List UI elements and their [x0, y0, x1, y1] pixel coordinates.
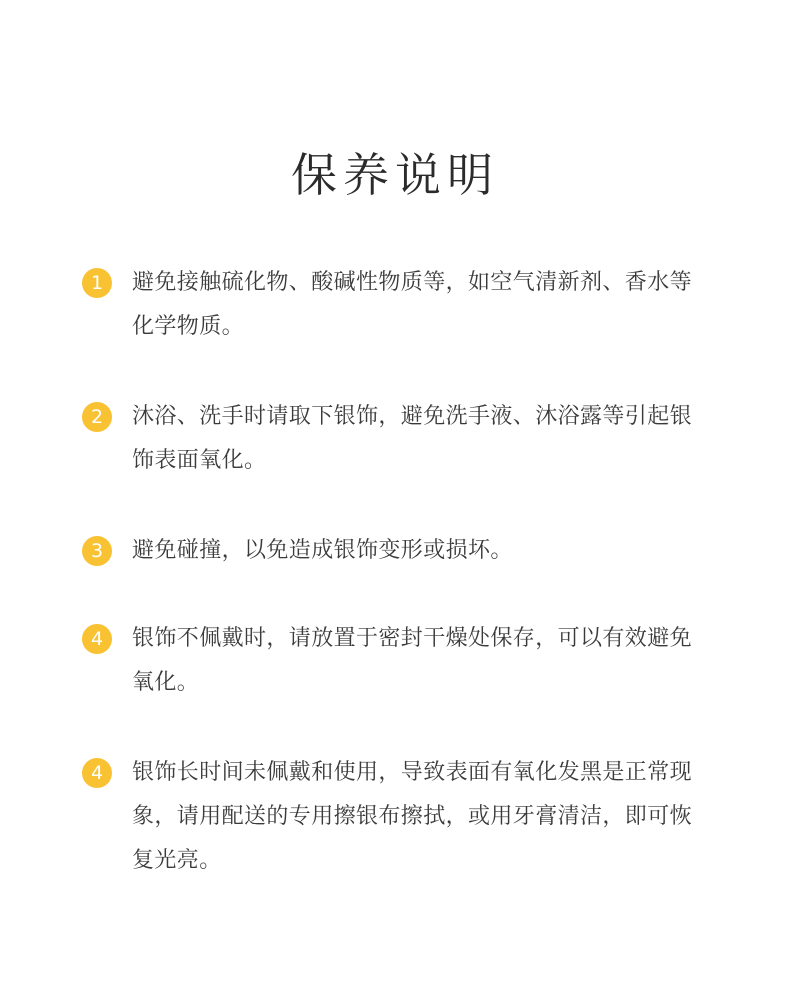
number-badge: 4: [82, 758, 112, 788]
item-text: 避免接触硫化物、酸碱性物质等，如空气清新剂、香水等化学物质。: [132, 270, 693, 339]
item-text: 沐浴、洗手时请取下银饰，避免洗手液、沐浴露等引起银饰表面氧化。: [132, 404, 693, 473]
number-badge: 1: [82, 268, 112, 298]
item-text: 银饰不佩戴时，请放置于密封干燥处保存，可以有效避免氧化。: [132, 626, 693, 695]
page-title: 保养说明: [291, 148, 499, 202]
number-badge: 3: [82, 536, 112, 566]
item-text: 银饰长时间未佩戴和使用，导致表面有氧化发黑是正常现象，请用配送的专用擦银布擦拭，或用牙膏清洁，即可恢复光亮。: [132, 760, 693, 873]
item-text: 避免碰撞，以免造成银饰变形或损坏。: [132, 538, 513, 563]
number-badge: 4: [82, 624, 112, 654]
number-badge: 2: [82, 402, 112, 432]
